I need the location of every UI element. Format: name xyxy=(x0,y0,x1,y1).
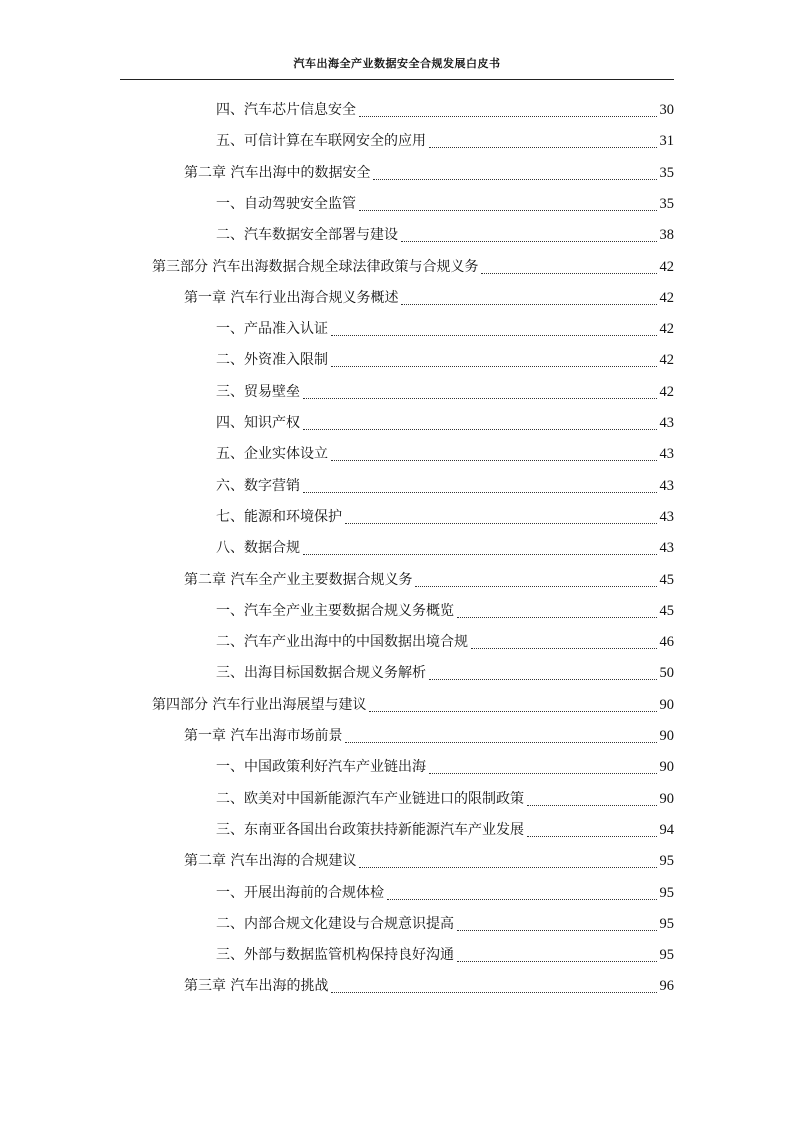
toc-dot-leader xyxy=(331,366,657,367)
toc-entry-title: 一、汽车全产业主要数据合规义务概览 xyxy=(216,602,454,619)
toc-entry-page-number: 43 xyxy=(659,446,674,463)
toc-entry-title: 第四部分 汽车行业出海展望与建议 xyxy=(152,696,367,713)
toc-dot-leader xyxy=(527,805,657,806)
toc-entry-level-3[interactable] xyxy=(216,189,674,220)
toc-entry-page-number: 94 xyxy=(659,821,674,838)
toc-dot-leader xyxy=(471,648,657,649)
toc-dot-leader xyxy=(457,617,657,618)
toc-entry-title: 四、知识产权 xyxy=(216,415,300,431)
toc-entry-page-number: 45 xyxy=(659,571,674,588)
toc-entry-title: 一、产品准入认证 xyxy=(216,321,328,338)
toc-entry-level-3[interactable] xyxy=(216,377,674,408)
toc-entry-level-2[interactable] xyxy=(184,158,674,189)
toc-entry-page-number: 43 xyxy=(659,477,674,494)
toc-dot-leader xyxy=(401,304,656,305)
toc-dot-leader xyxy=(527,836,657,837)
toc-dot-leader xyxy=(457,930,657,931)
toc-entry-title: 第三章 汽车出海的挑战 xyxy=(184,978,329,995)
toc-entry-page-number: 96 xyxy=(659,978,674,995)
toc-dot-leader xyxy=(359,210,657,211)
toc-entry-title: 一、自动驾驶安全监管 xyxy=(216,195,356,212)
toc-entry-page-number: 90 xyxy=(659,728,674,744)
toc-entry-title: 第二章 汽车出海的合规建议 xyxy=(184,853,357,870)
toc-entry-level-2[interactable] xyxy=(184,565,674,596)
toc-entry-level-3[interactable] xyxy=(216,439,674,470)
toc-entry-page-number: 43 xyxy=(659,508,674,525)
toc-entry-title: 二、汽车数据安全部署与建设 xyxy=(216,227,398,244)
toc-entry-title: 二、内部合规文化建设与合规意识提高 xyxy=(216,915,454,932)
toc-entry-title: 三、东南亚各国出台政策扶持新能源汽车产业发展 xyxy=(216,821,524,838)
toc-entry-page-number: 50 xyxy=(659,665,674,682)
toc-dot-leader xyxy=(429,147,657,148)
toc-entry-title: 一、中国政策利好汽车产业链出海 xyxy=(216,759,426,776)
toc-dot-leader xyxy=(369,711,656,712)
toc-entry-page-number: 95 xyxy=(659,915,674,932)
toc-entry-title: 二、汽车产业出海中的中国数据出境合规 xyxy=(216,634,468,651)
toc-entry-page-number: 31 xyxy=(659,133,674,150)
toc-entry-level-2[interactable] xyxy=(184,971,674,1002)
toc-entry-level-2[interactable] xyxy=(184,283,674,314)
toc-entry-title: 第二章 汽车全产业主要数据合规义务 xyxy=(184,571,413,588)
toc-entry-level-3[interactable] xyxy=(216,784,674,815)
toc-entry-page-number: 95 xyxy=(659,947,674,964)
toc-entry-level-1[interactable] xyxy=(152,690,674,721)
toc-entry-page-number: 42 xyxy=(659,289,674,306)
toc-dot-leader xyxy=(481,273,656,274)
toc-dot-leader xyxy=(401,241,657,242)
toc-entry-page-number: 46 xyxy=(659,634,674,651)
toc-entry-level-3[interactable] xyxy=(216,909,674,940)
toc-entry-title: 一、开展出海前的合规体检 xyxy=(216,884,384,901)
toc-entry-level-3[interactable] xyxy=(216,940,674,971)
toc-entry-level-3[interactable] xyxy=(216,471,674,502)
toc-entry-page-number: 95 xyxy=(659,853,674,870)
toc-entry-level-3[interactable] xyxy=(216,752,674,783)
toc-dot-leader xyxy=(345,523,657,524)
toc-entry-page-number: 90 xyxy=(659,759,674,776)
toc-entry-level-3[interactable] xyxy=(216,627,674,658)
toc-entry-level-3[interactable] xyxy=(216,658,674,689)
toc-entry-level-3[interactable] xyxy=(216,502,674,533)
toc-dot-leader xyxy=(387,899,657,900)
toc-entry-title: 第二章 汽车出海中的数据安全 xyxy=(184,164,371,181)
toc-entry-title: 三、外部与数据监管机构保持良好沟通 xyxy=(216,947,454,964)
toc-dot-leader xyxy=(331,460,657,461)
toc-dot-leader xyxy=(331,335,657,336)
toc-entry-title: 三、贸易壁垒 xyxy=(216,383,300,400)
toc-entry-level-3[interactable] xyxy=(216,815,674,846)
toc-entry-level-3[interactable] xyxy=(216,314,674,345)
toc-dot-leader xyxy=(457,961,657,962)
toc-entry-page-number: 42 xyxy=(659,383,674,400)
toc-entry-page-number: 38 xyxy=(659,227,674,244)
toc-entry-page-number: 45 xyxy=(659,602,674,619)
toc-entry-level-3[interactable] xyxy=(216,533,674,564)
toc-entry-level-3[interactable] xyxy=(216,596,674,627)
toc-dot-leader xyxy=(359,116,657,117)
toc-entry-page-number: 90 xyxy=(659,696,674,713)
toc-entry-page-number: 42 xyxy=(659,258,674,275)
toc-entry-level-3[interactable] xyxy=(216,345,674,376)
toc-entry-title: 第一章 汽车出海市场前景 xyxy=(184,728,343,744)
toc-entry-level-1[interactable] xyxy=(152,252,674,283)
toc-entry-level-3[interactable] xyxy=(216,408,674,439)
toc-dot-leader xyxy=(303,429,657,430)
toc-entry-title: 四、汽车芯片信息安全 xyxy=(216,102,356,118)
toc-entry-page-number: 42 xyxy=(659,352,674,369)
toc-entry-title: 五、企业实体设立 xyxy=(216,446,328,463)
toc-entry-title: 二、欧美对中国新能源汽车产业链进口的限制政策 xyxy=(216,790,524,807)
toc-entry-title: 五、可信计算在车联网安全的应用 xyxy=(216,133,426,150)
toc-entry-page-number: 43 xyxy=(659,415,674,431)
toc-entry-page-number: 43 xyxy=(659,540,674,557)
toc-entry-title: 三、出海目标国数据合规义务解析 xyxy=(216,665,426,682)
toc-dot-leader xyxy=(429,773,657,774)
header-rule xyxy=(120,79,674,80)
toc-entry-page-number: 35 xyxy=(659,195,674,212)
toc-entry-page-number: 35 xyxy=(659,164,674,181)
running-header-title: 汽车出海全产业数据安全合规发展白皮书 xyxy=(293,57,501,70)
toc-entry-page-number: 30 xyxy=(659,102,674,118)
toc-entry-level-3[interactable] xyxy=(216,878,674,909)
toc-dot-leader xyxy=(303,492,657,493)
toc-entry-title: 八、数据合规 xyxy=(216,540,300,557)
toc-entry-page-number: 90 xyxy=(659,790,674,807)
toc-dot-leader xyxy=(331,992,656,993)
toc-dot-leader xyxy=(303,398,657,399)
toc-dot-leader xyxy=(415,586,656,587)
toc-entry-title: 第一章 汽车行业出海合规义务概述 xyxy=(184,289,399,306)
toc-entry-level-2[interactable] xyxy=(184,721,674,752)
toc-dot-leader xyxy=(345,742,656,743)
toc-entry-page-number: 42 xyxy=(659,321,674,338)
toc-dot-leader xyxy=(359,867,656,868)
toc-entry-title: 六、数字营销 xyxy=(216,477,300,494)
toc-dot-leader xyxy=(303,554,657,555)
toc-entry-level-2[interactable] xyxy=(184,846,674,877)
toc-entry-level-3[interactable] xyxy=(216,126,674,157)
toc-entry-title: 二、外资准入限制 xyxy=(216,352,328,369)
toc-entry-page-number: 95 xyxy=(659,884,674,901)
toc-entry-title: 七、能源和环境保护 xyxy=(216,508,342,525)
toc-entry-title: 第三部分 汽车出海数据合规全球法律政策与合规义务 xyxy=(152,258,479,275)
toc-dot-leader xyxy=(373,179,656,180)
toc-dot-leader xyxy=(429,679,657,680)
toc-entry-level-3[interactable] xyxy=(216,95,674,126)
toc-entry-level-3[interactable] xyxy=(216,220,674,251)
